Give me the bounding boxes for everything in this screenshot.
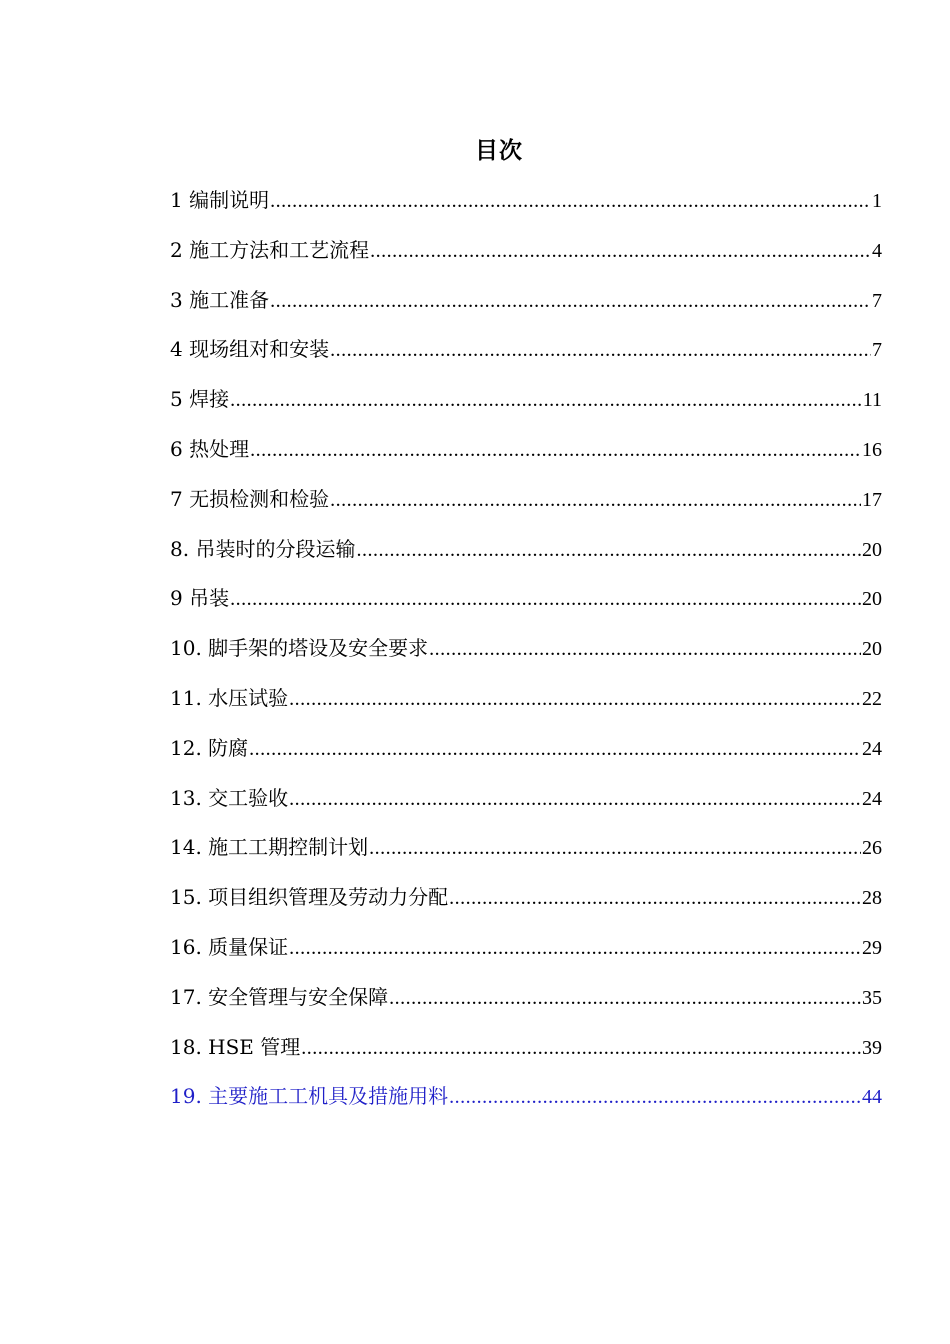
dot-leader <box>230 581 861 617</box>
toc-entry-page: 7 <box>872 339 882 362</box>
toc-entry-page: 26 <box>862 837 882 860</box>
toc-entry-page: 22 <box>862 687 882 710</box>
toc-entry-page: 1 <box>872 190 882 212</box>
toc-entry-page: 16 <box>862 438 882 461</box>
toc-entry-page: 7 <box>872 289 882 312</box>
dot-leader <box>249 731 861 767</box>
toc-entry-9[interactable] <box>170 580 882 630</box>
toc-entry-14[interactable] <box>170 829 882 879</box>
dot-leader <box>330 482 861 518</box>
toc-entry-label: 17. 安全管理与安全保障 <box>170 984 389 1009</box>
toc-entry-label: 12. 防腐 <box>170 735 249 760</box>
toc-entry-2[interactable] <box>170 232 882 282</box>
toc-entry-page: 20 <box>862 538 882 561</box>
toc-entry-15[interactable] <box>170 879 882 929</box>
toc-entry-label: 2 施工方法和工艺流程 <box>170 237 370 262</box>
toc-entry-label: 15. 项目组织管理及劳动力分配 <box>170 885 449 910</box>
dot-leader <box>330 332 871 368</box>
toc-entry-label: 10. 脚手架的塔设及安全要求 <box>170 636 429 661</box>
dot-leader <box>449 880 861 916</box>
toc-entry-5[interactable] <box>170 381 882 431</box>
toc-entry-label: 18. HSE 管理 <box>170 1034 301 1059</box>
toc-title: 目次 <box>475 137 523 164</box>
toc-entry-1[interactable] <box>170 182 882 232</box>
toc-entry-page: 20 <box>862 638 882 661</box>
toc-entry-page: 29 <box>862 936 882 959</box>
toc-entry-page: 28 <box>862 887 882 910</box>
toc-entry-label: 4 现场组对和安装 <box>170 337 330 362</box>
dot-leader <box>389 980 861 1016</box>
toc-entry-page: 11 <box>862 389 882 412</box>
dot-leader <box>301 1030 861 1066</box>
toc-entry-label: 9 吊装 <box>170 586 230 611</box>
dot-leader <box>356 532 861 568</box>
toc-entry-label: 3 施工准备 <box>170 287 270 312</box>
toc-entry-label: 14. 施工工期控制计划 <box>170 835 369 860</box>
dot-leader <box>230 382 862 418</box>
toc-entry-page: 24 <box>862 737 882 760</box>
toc-entry-page: 20 <box>862 588 882 611</box>
dot-leader <box>370 233 871 269</box>
toc-entry-label: 16. 质量保证 <box>170 934 289 959</box>
toc-entry-12[interactable] <box>170 730 882 780</box>
dot-leader <box>449 1079 861 1115</box>
toc-entry-8[interactable] <box>170 531 882 581</box>
toc-entry-label: 1 编制说明 <box>170 188 270 212</box>
table-of-contents <box>170 182 882 1128</box>
dot-leader <box>289 781 861 817</box>
toc-entry-page: 4 <box>872 239 882 262</box>
dot-leader <box>369 830 861 866</box>
toc-entry-4[interactable] <box>170 331 882 381</box>
toc-entry-page: 44 <box>862 1086 882 1109</box>
dot-leader <box>270 283 871 319</box>
toc-entry-label: 8. 吊装时的分段运输 <box>170 536 356 561</box>
dot-leader <box>289 930 861 966</box>
toc-entry-7[interactable] <box>170 481 882 531</box>
toc-entry-18[interactable] <box>170 1029 882 1079</box>
toc-entry-label: 5 焊接 <box>170 387 230 412</box>
toc-entry-19-link[interactable] <box>170 1078 882 1128</box>
toc-entry-page: 35 <box>862 986 882 1009</box>
dot-leader <box>289 681 861 717</box>
toc-entry-page: 17 <box>862 488 882 511</box>
dot-leader <box>250 432 861 468</box>
toc-entry-label: 7 无损检测和检验 <box>170 486 330 511</box>
toc-entry-10[interactable] <box>170 630 882 680</box>
toc-entry-16[interactable] <box>170 929 882 979</box>
toc-entry-label: 6 热处理 <box>170 436 250 461</box>
toc-entry-3[interactable] <box>170 282 882 332</box>
toc-entry-page: 24 <box>862 787 882 810</box>
toc-entry-11[interactable] <box>170 680 882 730</box>
toc-entry-17[interactable] <box>170 979 882 1029</box>
toc-entry-label: 13. 交工验收 <box>170 785 289 810</box>
toc-entry-6[interactable] <box>170 431 882 481</box>
toc-entry-page: 39 <box>862 1036 882 1059</box>
toc-entry-label: 19. 主要施工工机具及措施用料 <box>170 1084 449 1109</box>
dot-leader <box>429 631 861 667</box>
toc-entry-label: 11. 水压试验 <box>170 685 289 710</box>
dot-leader <box>270 183 871 219</box>
toc-entry-13[interactable] <box>170 780 882 830</box>
